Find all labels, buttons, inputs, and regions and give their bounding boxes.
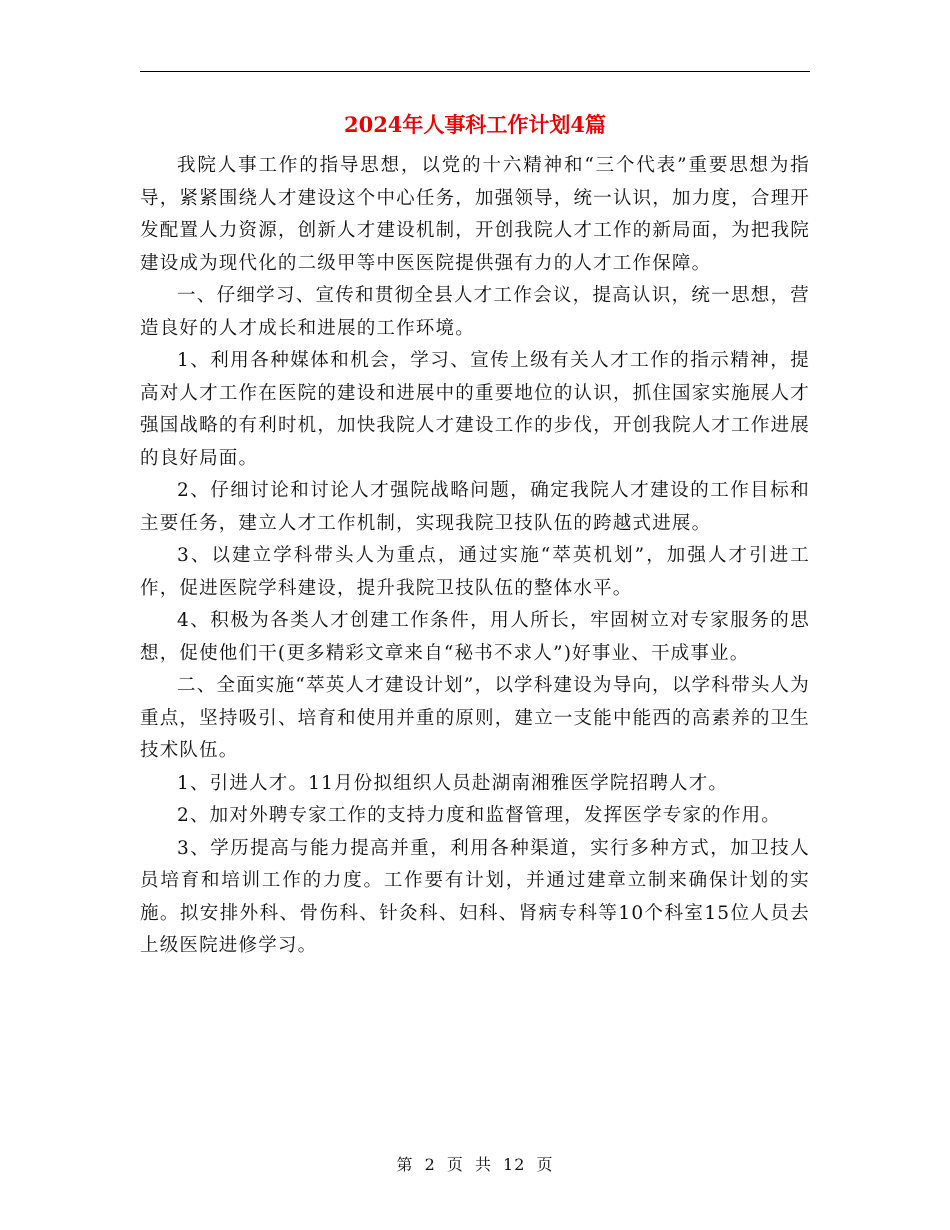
paragraph-intro: 我院人事工作的指导思想，以党的十六精神和“三个代表”重要思想为指导，紧紧围绕人才建设这个中心任务，加强领导，统一认识，加力度，合理开发配置人力资源，创新人才建设机制，开创我院人才工作的新局面，为把我院建设成为现代化的二级甲等中医医院提供强有力的人才工作保障。 <box>140 155 810 274</box>
paragraph-item-1-1: 1、利用各种媒体和机会，学习、宣传上级有关人才工作的指示精神，提高对人才工作在医院的建设和进展中的重要地位的认识，抓住国家实施展人才强国战略的有利时机，加快我院人才建设工作的步伐，开创我院人才工作进展的良好局面。 <box>140 350 810 469</box>
paragraph-item-2-3: 3、学历提高与能力提高并重，利用各种渠道，实行多种方式，加卫技人员培育和培训工作的力度。工作要有计划，并通过建章立制来确保计划的实施。拟安排外科、骨伤科、针灸科、妇科、肾病专科等10个科室15位人员去上级医院进修学习。 <box>140 837 810 956</box>
page-number-footer: 第 2 页 共 12 页 <box>396 1155 554 1174</box>
paragraph-item-1-3: 3、以建立学科带头人为重点，通过实施“萃英机划”，加强人才引进工作，促进医院学科建设，提升我院卫技队伍的整体水平。 <box>140 545 810 599</box>
paragraph-item-2-1: 1、引进人才。11月份拟组织人员赴湖南湘雅医学院招聘人才。 <box>177 772 729 794</box>
document-title: 2024年人事科工作计划4篇 <box>343 112 607 137</box>
paragraph-item-2-2: 2、加对外聘专家工作的支持力度和监督管理，发挥医学专家的作用。 <box>177 805 781 826</box>
paragraph-section-1: 一、仔细学习、宣传和贯彻全县人才工作会议，提高认识，统一思想，营造良好的人才成长和进展的工作环境。 <box>140 285 810 339</box>
document-body <box>140 150 810 963</box>
paragraph-item-1-2: 2、仔细讨论和讨论人才强院战略问题，确定我院人才建设的工作目标和主要任务，建立人才工作机制，实现我院卫技队伍的跨越式进展。 <box>140 480 810 534</box>
header-rule <box>140 71 810 72</box>
paragraph-section-2: 二、全面实施“萃英人才建设计划”，以学科建设为导向，以学科带头人为重点，坚持吸引、培育和使用并重的原则，建立一支能中能西的高素养的卫生技术队伍。 <box>140 675 810 761</box>
paragraph-item-1-4: 4、积极为各类人才创建工作条件，用人所长，牢固树立对专家服务的思想，促使他们干(更多精彩文章来自“秘书不求人”)好事业、干成事业。 <box>140 610 810 664</box>
